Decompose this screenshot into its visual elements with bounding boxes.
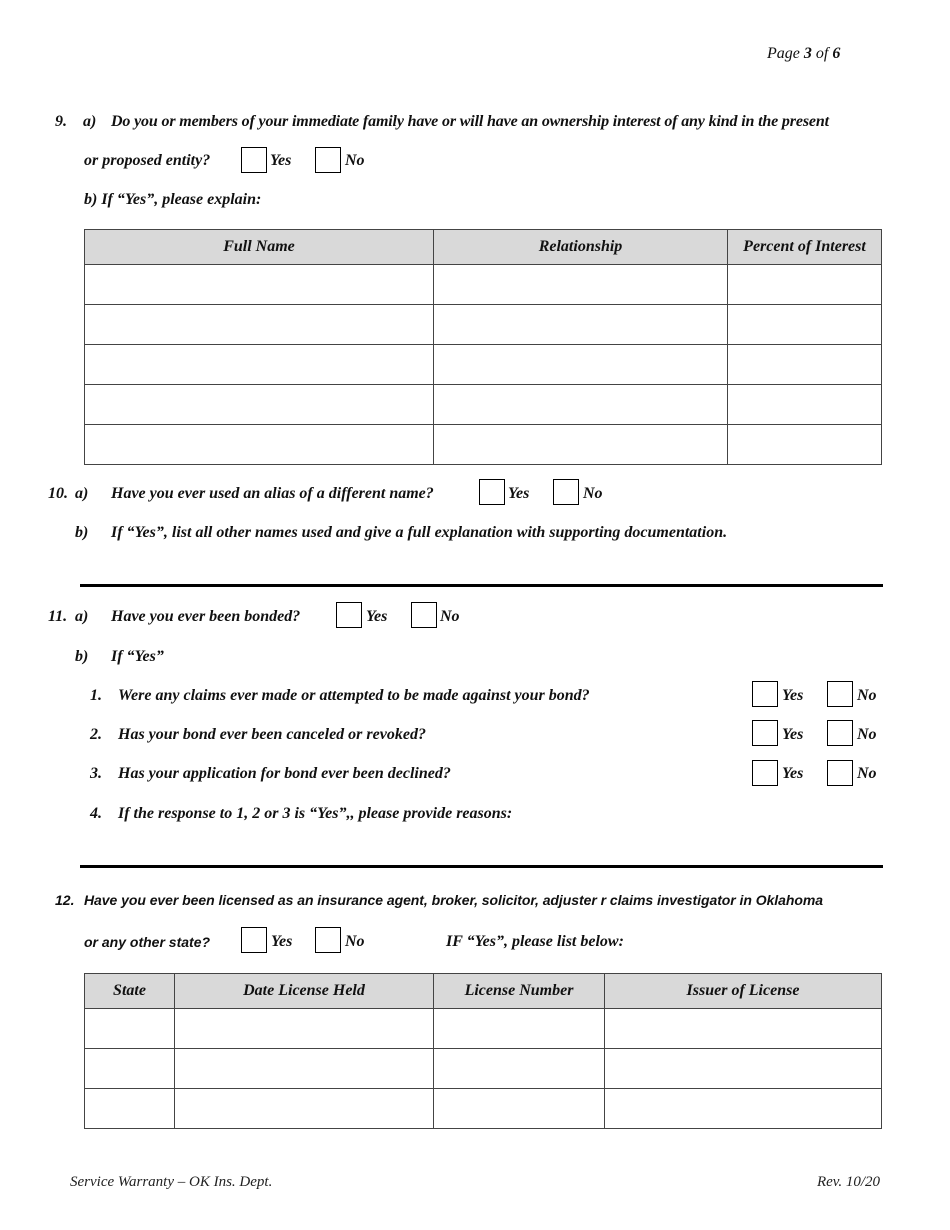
q11-item-3-yes-checkbox[interactable] [752, 760, 778, 786]
ownership-table-header [85, 230, 882, 265]
footer-right: Rev. 10/20 [816, 1174, 880, 1190]
license-table [84, 973, 882, 1129]
q9-yes-checkbox[interactable] [241, 147, 267, 173]
q12-text-cont: or any other state? [84, 934, 211, 950]
col-percent-interest: Percent of Interest [728, 230, 882, 265]
q10-b-text: If “Yes”, list all other names used and give a full explanation with supporting documentation. [111, 524, 728, 541]
col-state: State [85, 974, 175, 1009]
table-row [85, 1049, 882, 1089]
table-cell[interactable] [434, 265, 728, 305]
q11-item-1-text: Were any claims ever made or attempted to be made against your bond? [118, 687, 590, 704]
table-cell[interactable] [434, 345, 728, 385]
table-cell[interactable] [85, 385, 434, 425]
q11-item-2-text: Has your bond ever been canceled or revoked? [118, 726, 426, 743]
q11-item-1-yes-checkbox[interactable] [752, 681, 778, 707]
page-of: of [815, 45, 829, 62]
ownership-table [84, 229, 882, 465]
q11-a-label: a) [75, 608, 89, 625]
col-issuer-of-license: Issuer of License [605, 974, 882, 1009]
q10-a-label: a) [75, 485, 89, 502]
q9-b-text: b) If “Yes”, please explain: [84, 191, 262, 208]
table-cell[interactable] [85, 1089, 175, 1129]
q11-item-2-number: 2. [90, 726, 102, 743]
table-cell[interactable] [434, 1089, 605, 1129]
col-relationship: Relationship [434, 230, 728, 265]
q11-item-3-text: Has your application for bond ever been declined? [118, 765, 451, 782]
q9-no-label: No [345, 152, 365, 169]
footer-left: Service Warranty – OK Ins. Dept. [70, 1174, 273, 1190]
table-cell[interactable] [85, 345, 434, 385]
page-number [767, 45, 840, 63]
q12-number: 12. [55, 892, 75, 908]
table-cell[interactable] [85, 305, 434, 345]
table-cell[interactable] [434, 385, 728, 425]
table-cell[interactable] [175, 1049, 434, 1089]
table-cell[interactable] [85, 265, 434, 305]
q11-item-1-no-checkbox[interactable] [827, 681, 853, 707]
q11-item-3-no-label: No [857, 765, 877, 782]
q12-yes-label: Yes [271, 933, 293, 950]
page-total: 6 [832, 45, 841, 62]
q11-a-text: Have you ever been bonded? [111, 608, 301, 625]
q12-yes-checkbox[interactable] [241, 927, 267, 953]
q9-number: 9. [55, 113, 67, 130]
q11-item-3-yes-label: Yes [782, 765, 804, 782]
divider-line [80, 865, 883, 868]
q10-a-text: Have you ever used an alias of a different name? [111, 485, 434, 502]
q9-a-text: Do you or members of your immediate family have or will have an ownership interest of any kind in the present [111, 113, 829, 130]
col-full-name: Full Name [85, 230, 434, 265]
table-cell[interactable] [728, 265, 882, 305]
divider-line [80, 584, 883, 587]
q11-item-2-no-label: No [857, 726, 877, 743]
q10-no-checkbox[interactable] [553, 479, 579, 505]
q11-item-1-yes-label: Yes [782, 687, 804, 704]
q12-no-label: No [345, 933, 365, 950]
q11-item-1-number: 1. [90, 687, 102, 704]
q10-yes-checkbox[interactable] [479, 479, 505, 505]
page-prefix: Page [767, 45, 800, 62]
q12-list-instruction: IF “Yes”, please list below: [446, 933, 624, 950]
table-cell[interactable] [175, 1009, 434, 1049]
table-row [85, 385, 882, 425]
q11-item-2-yes-label: Yes [782, 726, 804, 743]
table-cell[interactable] [728, 305, 882, 345]
table-row [85, 1089, 882, 1129]
table-row [85, 265, 882, 305]
q11-yes-checkbox[interactable] [336, 602, 362, 628]
table-row [85, 1009, 882, 1049]
q11-item-2-yes-checkbox[interactable] [752, 720, 778, 746]
q11-yes-label: Yes [366, 608, 388, 625]
q10-b-label: b) [75, 524, 89, 541]
table-cell[interactable] [728, 425, 882, 465]
q12-text: Have you ever been licensed as an insurance agent, broker, solicitor, adjuster r claims investigator in Oklahoma [84, 892, 824, 908]
page-current: 3 [803, 45, 812, 62]
table-row [85, 425, 882, 465]
q9-a-label: a) [83, 113, 97, 130]
table-cell[interactable] [85, 425, 434, 465]
q9-yes-label: Yes [270, 152, 292, 169]
table-cell[interactable] [434, 425, 728, 465]
q11-item-3-no-checkbox[interactable] [827, 760, 853, 786]
q9-no-checkbox[interactable] [315, 147, 341, 173]
table-row [85, 305, 882, 345]
q10-yes-label: Yes [508, 485, 530, 502]
q10-no-label: No [583, 485, 603, 502]
q11-item-4-number: 4. [90, 805, 102, 822]
q11-item-2-no-checkbox[interactable] [827, 720, 853, 746]
q11-no-checkbox[interactable] [411, 602, 437, 628]
col-date-license-held: Date License Held [175, 974, 434, 1009]
q11-item-4-text: If the response to 1, 2 or 3 is “Yes”,, please provide reasons: [118, 805, 513, 822]
q10-number: 10. [48, 485, 68, 502]
table-cell[interactable] [728, 385, 882, 425]
table-cell[interactable] [605, 1009, 882, 1049]
q11-b-label: b) [75, 648, 89, 665]
table-cell[interactable] [434, 1049, 605, 1089]
table-cell[interactable] [175, 1089, 434, 1129]
q12-no-checkbox[interactable] [315, 927, 341, 953]
table-cell[interactable] [605, 1049, 882, 1089]
q11-b-text: If “Yes” [111, 648, 164, 665]
license-table-header [85, 974, 882, 1009]
q11-no-label: No [440, 608, 460, 625]
table-cell[interactable] [85, 1009, 175, 1049]
table-row [85, 345, 882, 385]
col-license-number: License Number [434, 974, 605, 1009]
table-cell[interactable] [728, 345, 882, 385]
q11-item-3-number: 3. [90, 765, 102, 782]
table-cell[interactable] [434, 305, 728, 345]
q11-item-1-no-label: No [857, 687, 877, 704]
table-cell[interactable] [434, 1009, 605, 1049]
table-cell[interactable] [605, 1089, 882, 1129]
q9-a-text-cont: or proposed entity? [84, 152, 211, 169]
table-cell[interactable] [85, 1049, 175, 1089]
q11-number: 11. [48, 608, 68, 625]
